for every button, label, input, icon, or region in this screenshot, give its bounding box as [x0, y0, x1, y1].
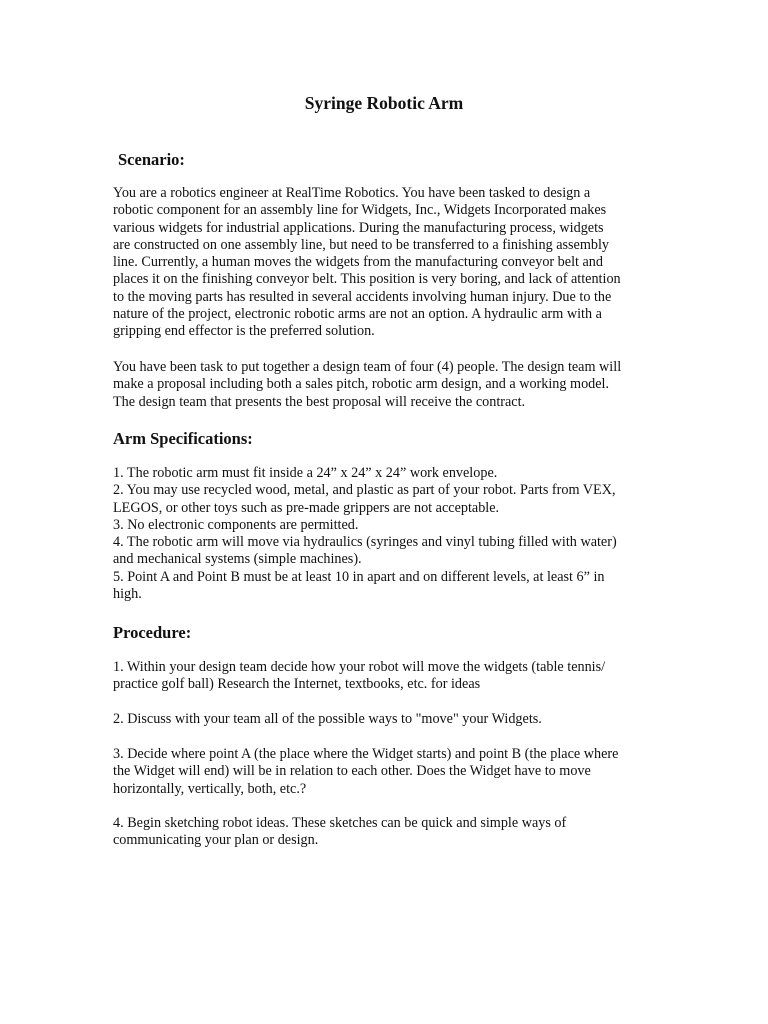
text-line: make a proposal including both a sales pitch, robotic arm design, and a working model. — [113, 376, 610, 393]
specifications-heading: Arm Specifications: — [113, 429, 253, 448]
procedure-step-4 — [113, 815, 566, 850]
text-line: communicating your plan or design. — [113, 832, 319, 849]
text-line: line. Currently, a human moves the widgets from the manufacturing conveyor belt and — [113, 254, 603, 271]
list-item: high. — [113, 586, 142, 603]
text-line: 4. Begin sketching robot ideas. These sketches can be quick and simple ways of — [113, 815, 567, 831]
text-line: nature of the project, electronic robotic arms are not an option. A hydraulic arm with a — [113, 306, 602, 323]
text-line: 1. Within your design team decide how your robot will move the widgets (table tennis/ — [113, 659, 606, 675]
procedure-heading: Procedure: — [113, 623, 192, 642]
procedure-step-2 — [113, 711, 542, 728]
text-line: various widgets for industrial applications. During the manufacturing process, widgets — [113, 219, 604, 236]
list-item: 1. The robotic arm must fit inside a 24” x 24” x 24” work envelope. — [113, 465, 498, 481]
procedure-step-1 — [113, 659, 605, 694]
text-line: robotic component for an assembly line for Widgets, Inc., Widgets Incorporated makes — [113, 202, 607, 219]
list-item: 2. You may use recycled wood, metal, and plastic as part of your robot. Parts from VEX, — [113, 482, 616, 499]
specifications-list — [113, 465, 617, 603]
text-line: You are a robotics engineer at RealTime Robotics. You have been tasked to design a — [113, 185, 591, 201]
text-line: 2. Discuss with your team all of the possible ways to "move" your Widgets. — [113, 711, 542, 727]
text-line: are constructed on one assembly line, but need to be transferred to a finishing assembly — [113, 236, 610, 253]
scenario-paragraph-2 — [113, 359, 621, 411]
scenario-paragraph-1 — [113, 185, 621, 341]
text-line: gripping end effector is the preferred solution. — [113, 323, 375, 340]
text-line: the Widget will end) will be in relation to each other. Does the Widget have to move — [113, 763, 591, 780]
scenario-heading: Scenario: — [118, 150, 185, 169]
text-line: horizontally, vertically, both, etc.? — [113, 780, 307, 797]
text-line: The design team that presents the best proposal will receive the contract. — [113, 393, 526, 410]
list-item: LEGOS, or other toys such as pre-made grippers are not acceptable. — [113, 499, 500, 516]
text-line: 3. Decide where point A (the place where the Widget starts) and point B (the place where — [113, 746, 619, 762]
text-line: to the moving parts has resulted in several accidents involving human injury. Due to the — [113, 288, 612, 305]
list-item: 5. Point A and Point B must be at least 10 in apart and on different levels, at least 6” in — [113, 568, 605, 585]
list-item: 3. No electronic components are permitted. — [113, 516, 359, 533]
list-item: and mechanical systems (simple machines). — [113, 551, 362, 568]
procedure-step-3 — [113, 746, 618, 798]
text-line: practice golf ball) Research the Internet, textbooks, etc. for ideas — [113, 676, 481, 693]
text-line: You have been task to put together a design team of four (4) people. The design team will — [113, 359, 622, 375]
document-title: Syringe Robotic Arm — [304, 93, 464, 113]
text-line: places it on the finishing conveyor belt. This position is very boring, and lack of attention — [113, 271, 621, 288]
list-item: 4. The robotic arm will move via hydraulics (syringes and vinyl tubing filled with water) — [113, 534, 617, 551]
